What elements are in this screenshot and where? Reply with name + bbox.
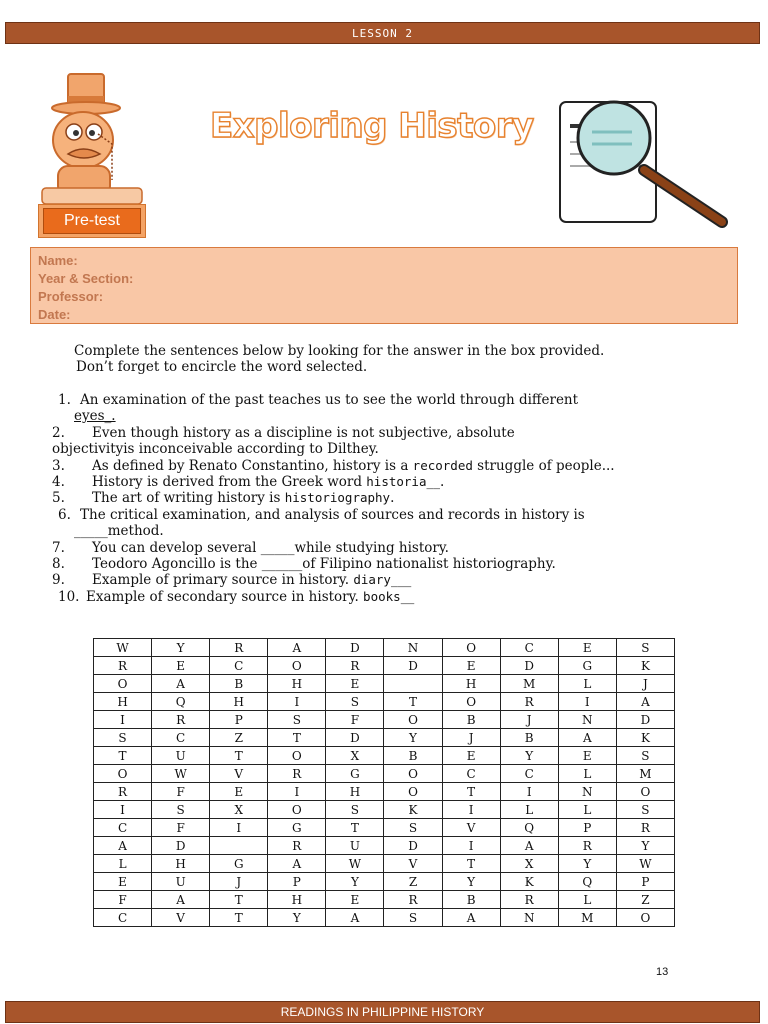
grid-cell[interactable]: A: [152, 891, 210, 909]
historian-mascot-icon: [38, 70, 150, 210]
grid-cell[interactable]: R: [384, 891, 442, 909]
grid-cell[interactable]: Y: [268, 909, 326, 927]
grid-cell[interactable]: A: [152, 675, 210, 693]
grid-cell[interactable]: E: [326, 891, 384, 909]
grid-row: [94, 657, 675, 675]
grid-cell[interactable]: R: [94, 783, 152, 801]
lesson-header-band: [5, 22, 760, 44]
grid-cell[interactable]: D: [326, 639, 384, 657]
grid-cell[interactable]: D: [152, 837, 210, 855]
professor-field-label: Professor:: [38, 289, 104, 304]
grid-cell[interactable]: [210, 837, 268, 855]
grid-cell[interactable]: I: [442, 837, 500, 855]
grid-cell[interactable]: D: [500, 657, 558, 675]
grid-cell[interactable]: M: [616, 765, 674, 783]
question-8: 8. Teodoro Agoncillo is the ______of Filipino nationalist historiography.: [52, 556, 556, 573]
grid-cell[interactable]: L: [558, 675, 616, 693]
grid-cell[interactable]: T: [210, 909, 268, 927]
grid-cell[interactable]: I: [94, 711, 152, 729]
grid-cell[interactable]: R: [94, 657, 152, 675]
grid-cell[interactable]: W: [152, 765, 210, 783]
grid-cell[interactable]: H: [326, 783, 384, 801]
grid-cell[interactable]: B: [384, 747, 442, 765]
grid-cell[interactable]: K: [384, 801, 442, 819]
grid-cell[interactable]: C: [210, 657, 268, 675]
grid-cell[interactable]: I: [268, 693, 326, 711]
grid-cell[interactable]: G: [558, 657, 616, 675]
date-field-label: Date:: [38, 307, 71, 322]
grid-cell[interactable]: I: [94, 801, 152, 819]
grid-cell[interactable]: Q: [558, 873, 616, 891]
grid-cell[interactable]: A: [268, 639, 326, 657]
word-search-grid: [93, 638, 675, 927]
grid-cell[interactable]: X: [326, 747, 384, 765]
grid-cell[interactable]: U: [326, 837, 384, 855]
grid-row: [94, 873, 675, 891]
grid-cell[interactable]: G: [326, 765, 384, 783]
grid-cell[interactable]: X: [500, 855, 558, 873]
grid-cell[interactable]: M: [558, 909, 616, 927]
grid-cell[interactable]: Y: [442, 873, 500, 891]
grid-cell[interactable]: D: [326, 729, 384, 747]
pretest-label: Pre-test: [43, 208, 141, 234]
question-7: 7. You can develop several _____while studying history.: [52, 539, 449, 556]
grid-cell[interactable]: H: [442, 675, 500, 693]
grid-cell[interactable]: V: [442, 819, 500, 837]
grid-cell[interactable]: Z: [384, 873, 442, 891]
instruction-line: Complete the sentences below by looking for the answer in the box provided.: [74, 343, 605, 359]
grid-cell[interactable]: Y: [558, 855, 616, 873]
grid-cell[interactable]: W: [94, 639, 152, 657]
grid-cell[interactable]: T: [442, 783, 500, 801]
grid-cell[interactable]: X: [210, 801, 268, 819]
grid-cell[interactable]: E: [558, 747, 616, 765]
grid-cell[interactable]: B: [500, 729, 558, 747]
grid-row: [94, 819, 675, 837]
grid-cell[interactable]: O: [616, 783, 674, 801]
grid-cell[interactable]: E: [442, 747, 500, 765]
grid-cell[interactable]: S: [152, 801, 210, 819]
grid-cell[interactable]: R: [210, 639, 268, 657]
grid-cell[interactable]: H: [94, 693, 152, 711]
grid-cell[interactable]: T: [94, 747, 152, 765]
grid-cell[interactable]: R: [152, 711, 210, 729]
grid-row: [94, 675, 675, 693]
grid-cell[interactable]: O: [94, 765, 152, 783]
question-6: 6. The critical examination, and analysis of sources and records in history is: [58, 506, 585, 523]
grid-row: [94, 783, 675, 801]
grid-cell[interactable]: P: [268, 873, 326, 891]
grid-cell[interactable]: E: [558, 639, 616, 657]
grid-cell[interactable]: A: [558, 729, 616, 747]
student-info-form: [30, 247, 738, 324]
grid-cell[interactable]: C: [94, 909, 152, 927]
grid-cell[interactable]: C: [442, 765, 500, 783]
grid-cell[interactable]: B: [442, 711, 500, 729]
grid-cell[interactable]: I: [500, 783, 558, 801]
grid-cell[interactable]: A: [326, 909, 384, 927]
grid-cell[interactable]: R: [558, 837, 616, 855]
grid-cell[interactable]: U: [152, 873, 210, 891]
grid-cell[interactable]: S: [268, 711, 326, 729]
grid-cell[interactable]: S: [384, 819, 442, 837]
grid-cell[interactable]: A: [500, 837, 558, 855]
grid-cell[interactable]: S: [616, 747, 674, 765]
question-4: 4. History is derived from the Greek word historia__.: [52, 474, 445, 491]
grid-cell[interactable]: L: [94, 855, 152, 873]
grid-cell[interactable]: A: [94, 837, 152, 855]
grid-cell[interactable]: S: [326, 801, 384, 819]
grid-cell[interactable]: C: [94, 819, 152, 837]
grid-cell[interactable]: L: [558, 765, 616, 783]
grid-cell[interactable]: N: [384, 639, 442, 657]
grid-cell[interactable]: L: [500, 801, 558, 819]
pretest-badge: [38, 204, 146, 238]
grid-cell[interactable]: L: [558, 801, 616, 819]
grid-cell[interactable]: T: [210, 747, 268, 765]
footer-band: [5, 1001, 760, 1023]
grid-cell[interactable]: P: [616, 873, 674, 891]
grid-cell[interactable]: E: [210, 783, 268, 801]
grid-cell[interactable]: B: [442, 891, 500, 909]
grid-cell[interactable]: S: [616, 801, 674, 819]
grid-cell[interactable]: I: [558, 693, 616, 711]
grid-cell[interactable]: Y: [384, 729, 442, 747]
grid-cell[interactable]: V: [384, 855, 442, 873]
question-2-continued: objectivityis inconceivable according to Dilthey.: [52, 441, 379, 458]
grid-row: [94, 765, 675, 783]
grid-cell[interactable]: U: [152, 747, 210, 765]
question-5: 5. The art of writing history is historiography.: [52, 490, 395, 507]
year-section-field-label: Year & Section:: [38, 271, 134, 286]
grid-row: [94, 693, 675, 711]
grid-cell[interactable]: F: [152, 819, 210, 837]
grid-cell[interactable]: Q: [500, 819, 558, 837]
grid-cell[interactable]: T: [326, 819, 384, 837]
grid-cell[interactable]: J: [616, 675, 674, 693]
question-3: 3. As defined by Renato Constantino, history is a recorded struggle of people...: [52, 457, 615, 474]
grid-cell[interactable]: J: [210, 873, 268, 891]
grid-cell[interactable]: I: [210, 819, 268, 837]
grid-cell[interactable]: L: [558, 891, 616, 909]
grid-row: [94, 801, 675, 819]
grid-cell[interactable]: V: [152, 909, 210, 927]
grid-cell[interactable]: C: [500, 639, 558, 657]
grid-cell[interactable]: V: [210, 765, 268, 783]
grid-cell[interactable]: H: [268, 675, 326, 693]
grid-cell[interactable]: Z: [210, 729, 268, 747]
grid-cell[interactable]: D: [616, 711, 674, 729]
grid-cell[interactable]: D: [384, 657, 442, 675]
grid-cell[interactable]: O: [442, 639, 500, 657]
grid-cell[interactable]: Y: [500, 747, 558, 765]
grid-cell[interactable]: F: [94, 891, 152, 909]
grid-cell[interactable]: K: [616, 729, 674, 747]
grid-cell[interactable]: Y: [326, 873, 384, 891]
grid-cell[interactable]: F: [326, 711, 384, 729]
question-10: 10. Example of secondary source in history. books__: [58, 588, 415, 605]
grid-cell[interactable]: S: [94, 729, 152, 747]
grid-cell[interactable]: H: [268, 891, 326, 909]
grid-cell[interactable]: P: [558, 819, 616, 837]
grid-cell[interactable]: T: [384, 693, 442, 711]
grid-cell[interactable]: E: [326, 675, 384, 693]
page-number: 13: [656, 966, 669, 978]
grid-cell[interactable]: T: [210, 891, 268, 909]
grid-cell[interactable]: O: [268, 657, 326, 675]
grid-row: [94, 855, 675, 873]
grid-cell[interactable]: P: [210, 711, 268, 729]
grid-row: [94, 909, 675, 927]
grid-cell[interactable]: N: [558, 711, 616, 729]
grid-cell[interactable]: R: [500, 891, 558, 909]
grid-cell[interactable]: B: [210, 675, 268, 693]
grid-cell[interactable]: T: [442, 855, 500, 873]
grid-cell[interactable]: O: [616, 909, 674, 927]
grid-cell[interactable]: J: [442, 729, 500, 747]
grid-cell[interactable]: W: [326, 855, 384, 873]
grid-cell[interactable]: O: [384, 765, 442, 783]
question-1-answer: eyes_.: [74, 408, 116, 425]
grid-cell[interactable]: H: [152, 855, 210, 873]
grid-cell[interactable]: J: [500, 711, 558, 729]
grid-cell[interactable]: H: [210, 693, 268, 711]
grid-cell[interactable]: C: [500, 765, 558, 783]
grid-cell[interactable]: A: [268, 855, 326, 873]
grid-cell[interactable]: C: [152, 729, 210, 747]
grid-cell[interactable]: Z: [616, 891, 674, 909]
grid-cell[interactable]: I: [268, 783, 326, 801]
grid-cell[interactable]: R: [268, 765, 326, 783]
grid-row: [94, 711, 675, 729]
grid-row: [94, 729, 675, 747]
question-9: 9. Example of primary source in history. diary___: [52, 572, 412, 589]
grid-cell[interactable]: Y: [616, 837, 674, 855]
grid-cell[interactable]: R: [616, 819, 674, 837]
grid-cell[interactable]: O: [268, 801, 326, 819]
grid-cell[interactable]: E: [442, 657, 500, 675]
grid-row: [94, 639, 675, 657]
grid-cell[interactable]: O: [384, 783, 442, 801]
grid-cell[interactable]: A: [442, 909, 500, 927]
grid-cell[interactable]: Y: [152, 639, 210, 657]
grid-cell[interactable]: E: [94, 873, 152, 891]
grid-cell[interactable]: R: [500, 693, 558, 711]
lesson-label: LESSON 2: [352, 27, 413, 40]
grid-cell[interactable]: [384, 675, 442, 693]
grid-cell[interactable]: T: [268, 729, 326, 747]
grid-cell[interactable]: F: [152, 783, 210, 801]
grid-cell[interactable]: S: [616, 639, 674, 657]
grid-cell[interactable]: W: [616, 855, 674, 873]
page-title: Exploring History: [210, 106, 534, 146]
grid-cell[interactable]: O: [94, 675, 152, 693]
grid-cell[interactable]: S: [326, 693, 384, 711]
grid-cell[interactable]: R: [326, 657, 384, 675]
grid-cell[interactable]: N: [558, 783, 616, 801]
question-6-continued: _____method.: [74, 523, 164, 540]
grid-cell[interactable]: K: [616, 657, 674, 675]
grid-cell[interactable]: O: [384, 711, 442, 729]
grid-cell[interactable]: G: [210, 855, 268, 873]
magnifying-glass-document-icon: [552, 90, 732, 230]
grid-row: [94, 747, 675, 765]
grid-cell[interactable]: O: [268, 747, 326, 765]
name-field-label: Name:: [38, 253, 78, 268]
grid-cell[interactable]: Q: [152, 693, 210, 711]
footer-label: READINGS IN PHILIPPINE HISTORY: [280, 1005, 485, 1019]
grid-cell[interactable]: N: [500, 909, 558, 927]
grid-cell[interactable]: K: [500, 873, 558, 891]
grid-cell[interactable]: G: [268, 819, 326, 837]
grid-cell[interactable]: R: [268, 837, 326, 855]
grid-cell[interactable]: D: [384, 837, 442, 855]
grid-cell[interactable]: A: [616, 693, 674, 711]
grid-cell[interactable]: M: [500, 675, 558, 693]
grid-cell[interactable]: O: [442, 693, 500, 711]
question-list: [52, 392, 692, 605]
instructions: [74, 343, 604, 375]
question-1: 1. An examination of the past teaches us to see the world through different: [58, 392, 579, 408]
grid-cell[interactable]: E: [152, 657, 210, 675]
grid-row: [94, 891, 675, 909]
grid-cell[interactable]: I: [442, 801, 500, 819]
question-2: 2. Even though history as a discipline is not subjective, absolute: [52, 424, 515, 441]
instruction-line: Don’t forget to encircle the word selected.: [76, 359, 368, 375]
grid-row: [94, 837, 675, 855]
grid-cell[interactable]: S: [384, 909, 442, 927]
